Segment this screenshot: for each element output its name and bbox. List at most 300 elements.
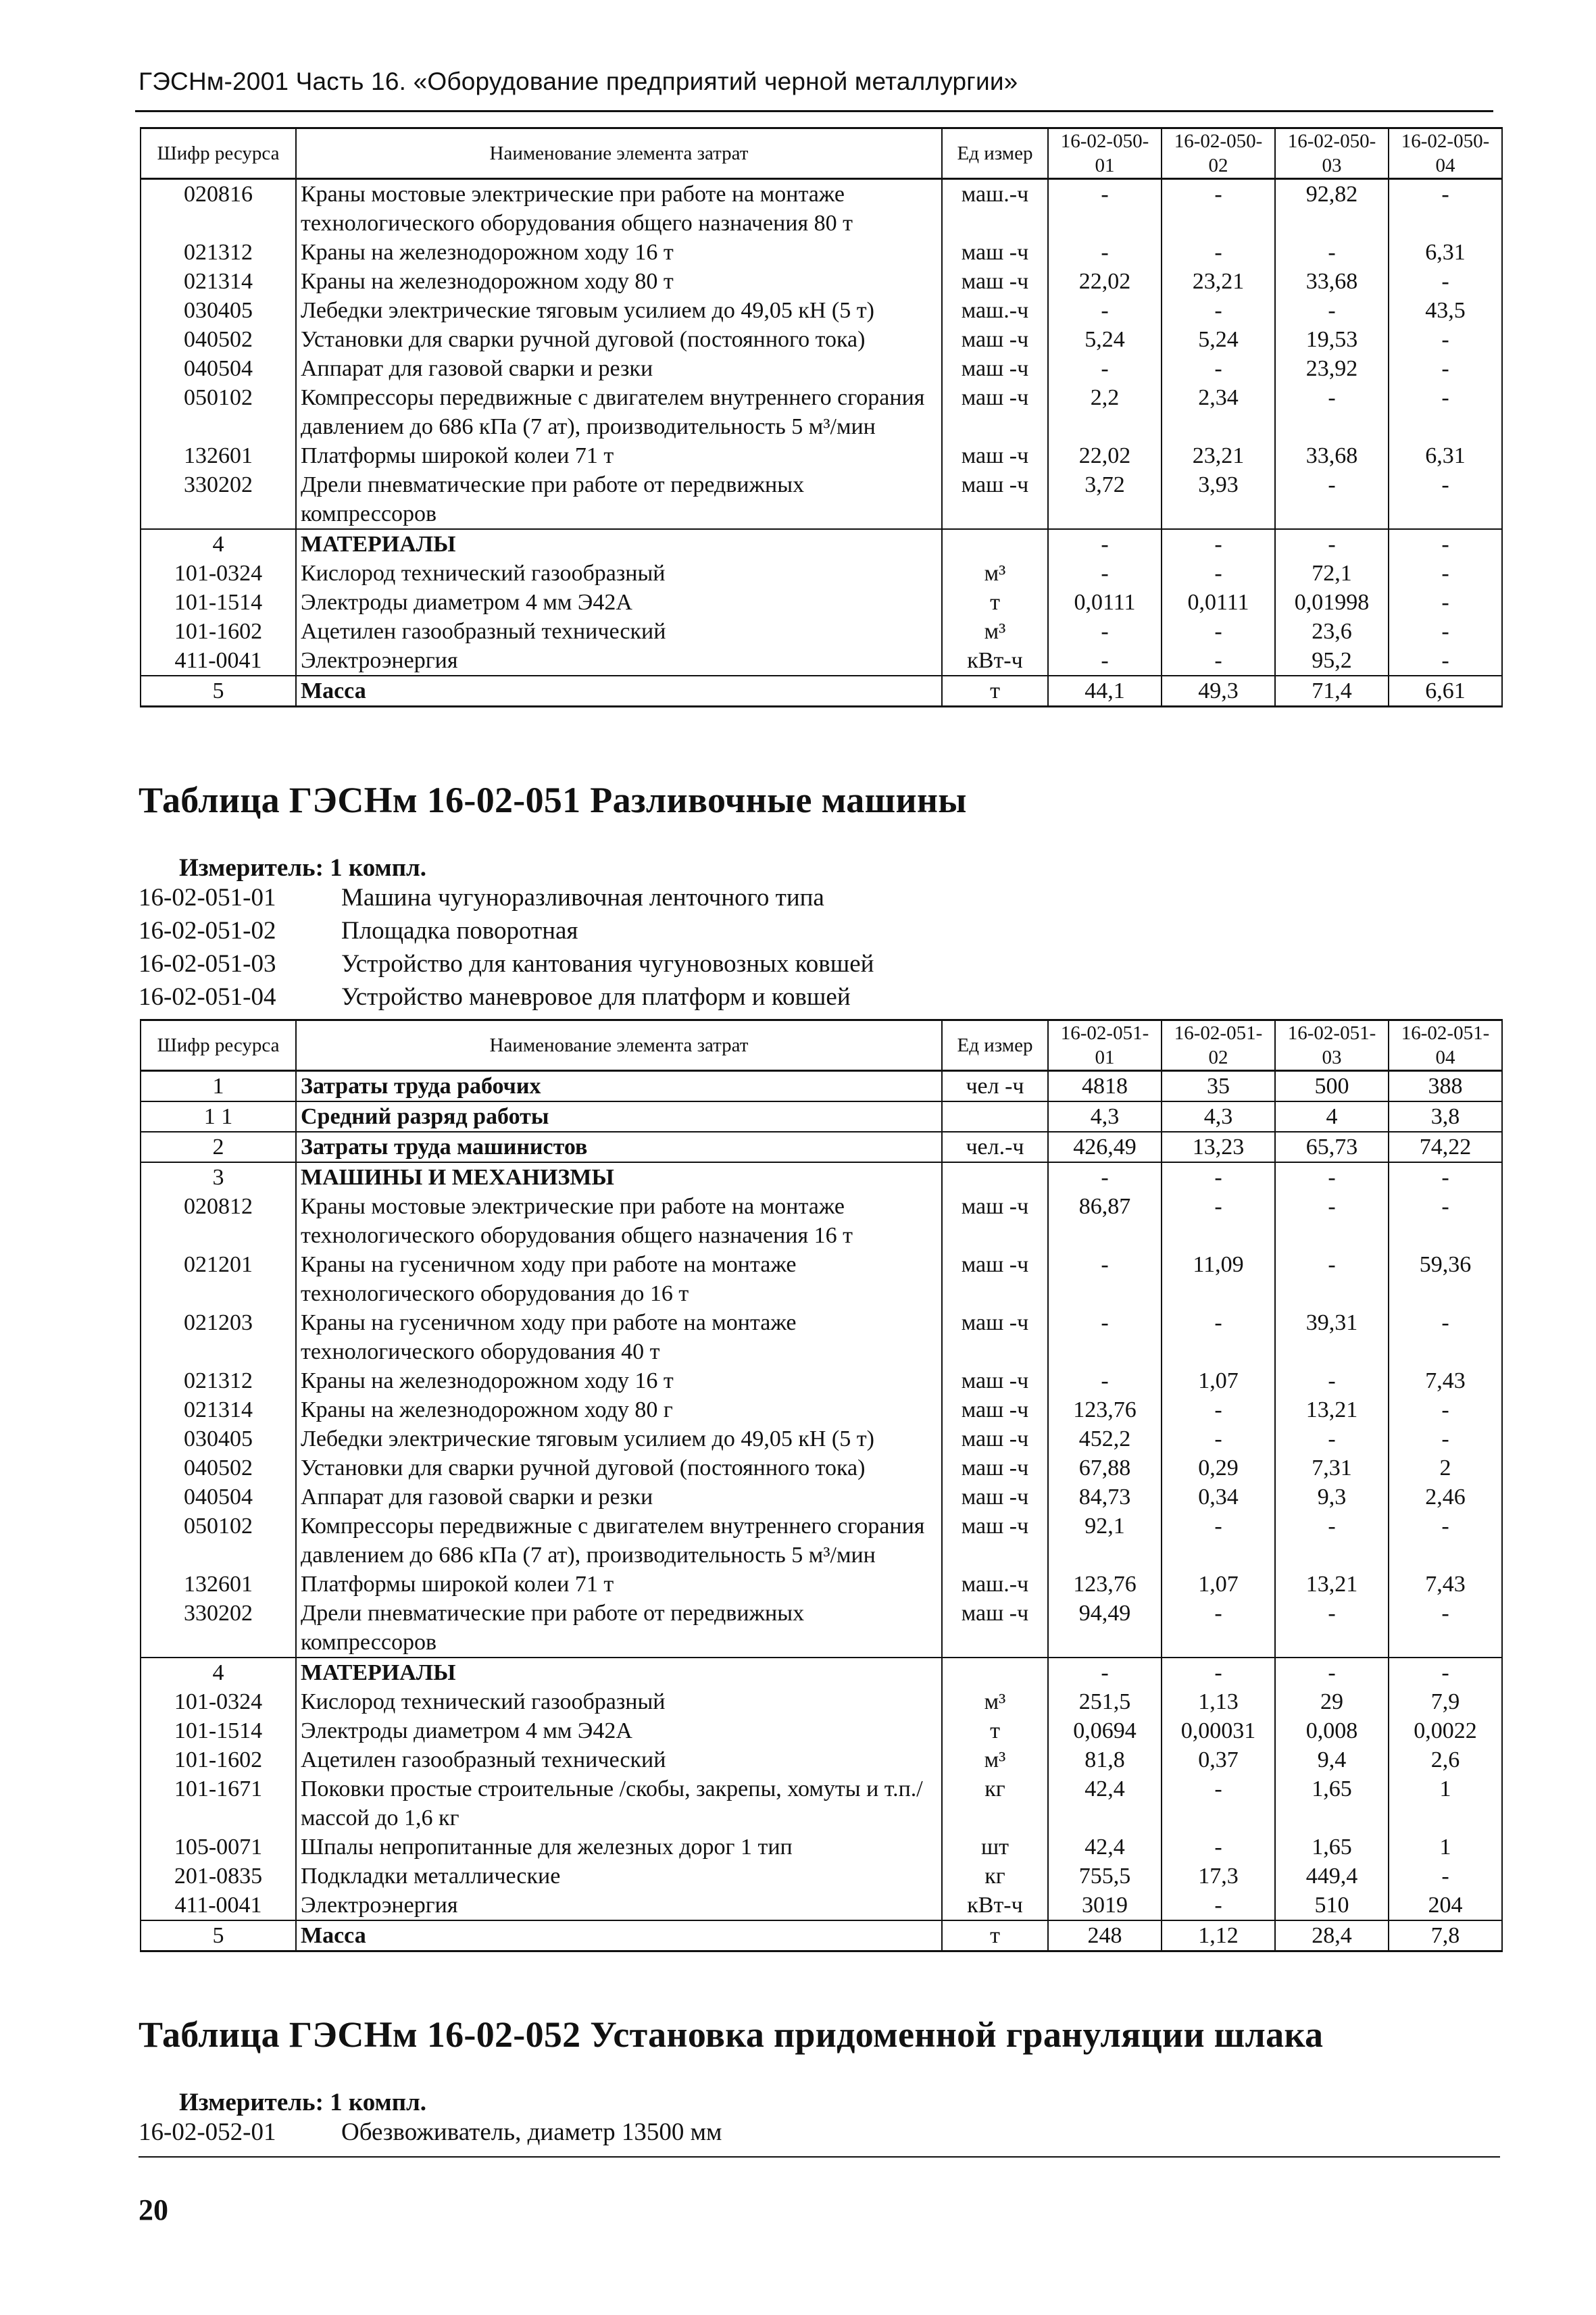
cost-element-cell: Электроэнергия: [296, 646, 942, 676]
value-cell: 204: [1389, 1891, 1502, 1920]
value-cell: 2,6: [1389, 1745, 1502, 1774]
value-cell: -: [1162, 1833, 1275, 1862]
value-cell: 1,65: [1275, 1774, 1389, 1833]
column-header: 16-02-050-02: [1162, 128, 1275, 179]
column-header: 16-02-050-01: [1048, 128, 1162, 179]
value-cell: -: [1389, 1512, 1502, 1570]
value-cell: 123,76: [1048, 1395, 1162, 1424]
value-cell: 1,65: [1275, 1833, 1389, 1862]
value-cell: 67,88: [1048, 1453, 1162, 1483]
value-cell: 3,8: [1389, 1101, 1502, 1132]
value-cell: 65,73: [1275, 1132, 1389, 1162]
value-cell: 35: [1162, 1071, 1275, 1102]
variant-text: Устройство для кантования чугуновозных ковшей: [341, 950, 874, 978]
value-cell: 0,0694: [1048, 1716, 1162, 1745]
cost-element-cell: Лебедки электрические тяговым усилием до 49,05 кН (5 т): [296, 1424, 942, 1453]
table-title-16-02-052: Таблица ГЭСНм 16-02-052 Установка придоменной грануляции шлака: [139, 2014, 1324, 2055]
variant-code: 16-02-052-01: [139, 2118, 276, 2146]
unit-cell: кг: [942, 1862, 1048, 1891]
value-cell: -: [1048, 559, 1162, 588]
table-row: [141, 1512, 1502, 1570]
table-row: [141, 179, 1502, 239]
value-cell: 19,53: [1275, 325, 1389, 354]
cost-element-cell: Средний разряд работы: [296, 1101, 942, 1132]
column-header: Шифр ресурса: [141, 128, 296, 179]
value-cell: -: [1275, 1512, 1389, 1570]
unit-cell: маш -ч: [942, 1424, 1048, 1453]
value-cell: 59,36: [1389, 1250, 1502, 1308]
resource-code-cell: 101-1671: [141, 1774, 296, 1833]
value-cell: 7,43: [1389, 1570, 1502, 1599]
value-cell: -: [1275, 529, 1389, 559]
cost-element-cell: Установки для сварки ручной дуговой (постоянного тока): [296, 1453, 942, 1483]
value-cell: -: [1389, 383, 1502, 441]
cost-element-cell: Поковки простые строительные /скобы, закрепы, хомуты и т.п./ массой до 1,6 кг: [296, 1774, 942, 1833]
cost-element-cell: Электроды диаметром 4 мм Э42А: [296, 1716, 942, 1745]
value-cell: -: [1389, 1395, 1502, 1424]
table-body: [141, 179, 1502, 707]
resource-code-cell: 040502: [141, 325, 296, 354]
list-item: [139, 914, 874, 947]
table-row: [141, 296, 1502, 325]
value-cell: 3019: [1048, 1891, 1162, 1920]
cost-element-cell: Ацетилен газообразный технический: [296, 1745, 942, 1774]
unit-cell: м³: [942, 559, 1048, 588]
unit-cell: маш.-ч: [942, 296, 1048, 325]
value-cell: 251,5: [1048, 1687, 1162, 1716]
value-cell: -: [1162, 1424, 1275, 1453]
cost-element-cell: Подкладки металлические: [296, 1862, 942, 1891]
value-cell: 33,68: [1275, 267, 1389, 296]
unit-cell: м³: [942, 1687, 1048, 1716]
value-cell: 7,43: [1389, 1366, 1502, 1395]
list-item: [139, 881, 874, 914]
unit-cell: кВт-ч: [942, 1891, 1048, 1920]
value-cell: 9,3: [1275, 1483, 1389, 1512]
resource-code-cell: 020812: [141, 1192, 296, 1250]
value-cell: 33,68: [1275, 441, 1389, 470]
table-row: [141, 1192, 1502, 1250]
table-row: [141, 1745, 1502, 1774]
value-cell: 388: [1389, 1071, 1502, 1102]
value-cell: -: [1048, 179, 1162, 239]
value-cell: 0,0022: [1389, 1716, 1502, 1745]
resource-code-cell: 021312: [141, 238, 296, 267]
resource-code-cell: 021314: [141, 1395, 296, 1424]
table-header-row: [141, 128, 1502, 179]
unit-cell: маш -ч: [942, 238, 1048, 267]
value-cell: 86,87: [1048, 1192, 1162, 1250]
header-rule: [135, 110, 1493, 112]
resource-code-cell: 040502: [141, 1453, 296, 1483]
cost-element-cell: Масса: [296, 1920, 942, 1951]
value-cell: 0,0111: [1162, 588, 1275, 617]
running-header: ГЭСНм-2001 Часть 16. «Оборудование предприятий черной металлургии»: [139, 68, 1018, 95]
value-cell: -: [1275, 1599, 1389, 1658]
value-cell: 43,5: [1389, 296, 1502, 325]
meter-line: [179, 853, 426, 882]
resource-code-cell: 3: [141, 1162, 296, 1192]
variant-code: 16-02-051-03: [139, 950, 276, 978]
value-cell: 84,73: [1048, 1483, 1162, 1512]
value-cell: -: [1162, 1192, 1275, 1250]
value-cell: -: [1162, 1512, 1275, 1570]
unit-cell: маш -ч: [942, 325, 1048, 354]
column-header: 16-02-050-03: [1275, 128, 1389, 179]
cost-element-cell: МАШИНЫ И МЕХАНИЗМЫ: [296, 1162, 942, 1192]
value-cell: 22,02: [1048, 441, 1162, 470]
unit-cell: маш.-ч: [942, 1570, 1048, 1599]
list-item: [139, 947, 874, 980]
value-cell: 4: [1275, 1101, 1389, 1132]
column-header: 16-02-051-03: [1275, 1020, 1389, 1071]
unit-cell: шт: [942, 1833, 1048, 1862]
value-cell: 1: [1389, 1774, 1502, 1833]
cost-element-cell: Лебедки электрические тяговым усилием до 49,05 кН (5 т): [296, 296, 942, 325]
value-cell: 92,1: [1048, 1512, 1162, 1570]
value-cell: -: [1275, 1658, 1389, 1687]
resource-code-cell: 330202: [141, 1599, 296, 1658]
value-cell: -: [1048, 1308, 1162, 1366]
unit-cell: маш -ч: [942, 1308, 1048, 1366]
value-cell: 0,34: [1162, 1483, 1275, 1512]
cost-element-cell: Масса: [296, 676, 942, 707]
cost-element-cell: Краны мостовые электрические при работе на монтаже технологического оборудования общего назначения 80 т: [296, 179, 942, 239]
unit-cell: маш -ч: [942, 441, 1048, 470]
value-cell: 4818: [1048, 1071, 1162, 1102]
value-cell: -: [1162, 1162, 1275, 1192]
table-row: [141, 1658, 1502, 1687]
value-cell: 3,72: [1048, 470, 1162, 529]
value-cell: 5,24: [1048, 325, 1162, 354]
resource-code-cell: 030405: [141, 296, 296, 325]
value-cell: -: [1162, 1599, 1275, 1658]
value-cell: 3,93: [1162, 470, 1275, 529]
unit-cell: маш -ч: [942, 1192, 1048, 1250]
unit-cell: маш.-ч: [942, 179, 1048, 239]
value-cell: 2,34: [1162, 383, 1275, 441]
unit-cell: т: [942, 1716, 1048, 1745]
value-cell: 500: [1275, 1071, 1389, 1102]
cost-element-cell: Аппарат для газовой сварки и резки: [296, 1483, 942, 1512]
cost-element-cell: Установки для сварки ручной дуговой (постоянного тока): [296, 325, 942, 354]
table-row: [141, 383, 1502, 441]
value-cell: 17,3: [1162, 1862, 1275, 1891]
value-cell: -: [1275, 1162, 1389, 1192]
resource-table-051: [140, 1019, 1503, 1952]
value-cell: 510: [1275, 1891, 1389, 1920]
value-cell: -: [1048, 296, 1162, 325]
value-cell: 248: [1048, 1920, 1162, 1951]
value-cell: 452,2: [1048, 1424, 1162, 1453]
value-cell: 6,31: [1389, 238, 1502, 267]
resource-code-cell: 411-0041: [141, 646, 296, 676]
table-row: [141, 238, 1502, 267]
value-cell: 28,4: [1275, 1920, 1389, 1951]
value-cell: -: [1389, 1192, 1502, 1250]
resource-code-cell: 021312: [141, 1366, 296, 1395]
table-row: [141, 441, 1502, 470]
value-cell: -: [1162, 1891, 1275, 1920]
table-row: [141, 325, 1502, 354]
table-row: [141, 1891, 1502, 1920]
value-cell: -: [1389, 646, 1502, 676]
value-cell: -: [1162, 238, 1275, 267]
table-row: [141, 676, 1502, 707]
value-cell: 23,21: [1162, 441, 1275, 470]
resource-code-cell: 5: [141, 1920, 296, 1951]
resource-code-cell: 101-0324: [141, 1687, 296, 1716]
value-cell: 22,02: [1048, 267, 1162, 296]
table-row: [141, 1366, 1502, 1395]
value-cell: 23,92: [1275, 354, 1389, 383]
value-cell: 0,01998: [1275, 588, 1389, 617]
value-cell: -: [1275, 470, 1389, 529]
table-row: [141, 588, 1502, 617]
column-header: Наименование элемента затрат: [296, 128, 942, 179]
resource-code-cell: 101-0324: [141, 559, 296, 588]
table-row: [141, 1687, 1502, 1716]
column-header: Ед измер: [942, 1020, 1048, 1071]
table-row: [141, 1101, 1502, 1132]
value-cell: 0,29: [1162, 1453, 1275, 1483]
table-row: [141, 1920, 1502, 1951]
variant-text: Устройство маневровое для платформ и ковшей: [341, 983, 851, 1011]
cost-element-cell: Компрессоры передвижные с двигателем внутреннего сгорания давлением до 686 кПа (7 ат), производительность 5 м³/мин: [296, 383, 942, 441]
resource-code-cell: 5: [141, 676, 296, 707]
value-cell: 11,09: [1162, 1250, 1275, 1308]
table-row: [141, 1453, 1502, 1483]
value-cell: -: [1389, 1162, 1502, 1192]
value-cell: -: [1389, 617, 1502, 646]
cost-element-cell: Шпалы непропитанные для железных дорог 1 тип: [296, 1833, 942, 1862]
value-cell: 23,21: [1162, 267, 1275, 296]
column-header: 16-02-050-04: [1389, 128, 1502, 179]
cost-element-cell: Краны на железнодорожном ходу 80 т: [296, 267, 942, 296]
value-cell: 81,8: [1048, 1745, 1162, 1774]
cost-element-cell: Аппарат для газовой сварки и резки: [296, 354, 942, 383]
resource-code-cell: 040504: [141, 1483, 296, 1512]
value-cell: -: [1048, 529, 1162, 559]
value-cell: -: [1389, 1862, 1502, 1891]
resource-code-cell: 1: [141, 1071, 296, 1102]
cost-element-cell: Краны на гусеничном ходу при работе на монтаже технологического оборудования 40 т: [296, 1308, 942, 1366]
value-cell: -: [1048, 1162, 1162, 1192]
value-cell: -: [1048, 1250, 1162, 1308]
resource-code-cell: 101-1602: [141, 617, 296, 646]
value-cell: -: [1389, 470, 1502, 529]
unit-cell: м³: [942, 1745, 1048, 1774]
resource-code-cell: 132601: [141, 1570, 296, 1599]
variant-list: [139, 2116, 722, 2149]
value-cell: 49,3: [1162, 676, 1275, 707]
unit-cell: маш -ч: [942, 383, 1048, 441]
value-cell: 6,31: [1389, 441, 1502, 470]
table-header-row: [141, 1020, 1502, 1071]
value-cell: -: [1162, 529, 1275, 559]
value-cell: 9,4: [1275, 1745, 1389, 1774]
resource-code-cell: 105-0071: [141, 1833, 296, 1862]
cost-element-cell: Краны на железнодорожном ходу 80 г: [296, 1395, 942, 1424]
variant-text: Машина чугуноразливочная ленточного типа: [341, 884, 824, 912]
resource-code-cell: 101-1514: [141, 1716, 296, 1745]
value-cell: -: [1162, 1395, 1275, 1424]
cost-element-cell: Краны на железнодорожном ходу 16 т: [296, 1366, 942, 1395]
unit-cell: маш -ч: [942, 267, 1048, 296]
resource-code-cell: 021203: [141, 1308, 296, 1366]
cost-element-cell: Ацетилен газообразный технический: [296, 617, 942, 646]
unit-cell: кВт-ч: [942, 646, 1048, 676]
table-row: [141, 1424, 1502, 1453]
table-row: [141, 1483, 1502, 1512]
value-cell: -: [1389, 354, 1502, 383]
value-cell: -: [1389, 267, 1502, 296]
unit-cell: маш -ч: [942, 1366, 1048, 1395]
value-cell: 0,0111: [1048, 588, 1162, 617]
value-cell: 95,2: [1275, 646, 1389, 676]
value-cell: 94,49: [1048, 1599, 1162, 1658]
resource-code-cell: 101-1514: [141, 588, 296, 617]
unit-cell: маш -ч: [942, 1512, 1048, 1570]
value-cell: -: [1162, 354, 1275, 383]
cost-element-cell: Дрели пневматические при работе от передвижных компрессоров: [296, 1599, 942, 1658]
table-row: [141, 646, 1502, 676]
value-cell: -: [1389, 325, 1502, 354]
table-row: [141, 1862, 1502, 1891]
table-row: [141, 1308, 1502, 1366]
column-header: Ед измер: [942, 128, 1048, 179]
resource-code-cell: 021314: [141, 267, 296, 296]
list-item: [139, 2116, 722, 2149]
unit-cell: маш -ч: [942, 1395, 1048, 1424]
cost-element-cell: Кислород технический газообразный: [296, 559, 942, 588]
table-row: [141, 470, 1502, 529]
value-cell: -: [1389, 559, 1502, 588]
unit-cell: [942, 1658, 1048, 1687]
value-cell: 44,1: [1048, 676, 1162, 707]
table-row: [141, 1833, 1502, 1862]
value-cell: 1,12: [1162, 1920, 1275, 1951]
value-cell: 7,9: [1389, 1687, 1502, 1716]
column-header: 16-02-051-01: [1048, 1020, 1162, 1071]
value-cell: 71,4: [1275, 676, 1389, 707]
cost-element-cell: Затраты труда рабочих: [296, 1071, 942, 1102]
value-cell: 4,3: [1048, 1101, 1162, 1132]
value-cell: -: [1275, 1424, 1389, 1453]
unit-cell: маш -ч: [942, 1483, 1048, 1512]
value-cell: 92,82: [1275, 179, 1389, 239]
value-cell: 13,21: [1275, 1570, 1389, 1599]
resource-code-cell: 4: [141, 1658, 296, 1687]
value-cell: -: [1162, 617, 1275, 646]
resource-code-cell: 021201: [141, 1250, 296, 1308]
resource-code-cell: 2: [141, 1132, 296, 1162]
value-cell: -: [1389, 1599, 1502, 1658]
value-cell: -: [1275, 1192, 1389, 1250]
table-row: [141, 1071, 1502, 1102]
value-cell: 7,8: [1389, 1920, 1502, 1951]
table-row: [141, 1599, 1502, 1658]
unit-cell: т: [942, 588, 1048, 617]
value-cell: 42,4: [1048, 1774, 1162, 1833]
cost-element-cell: Краны на железнодорожном ходу 16 т: [296, 238, 942, 267]
meter-label: Измеритель:: [179, 2089, 324, 2116]
value-cell: 39,31: [1275, 1308, 1389, 1366]
table-row: [141, 559, 1502, 588]
resource-table-050: [140, 127, 1503, 707]
resource-code-cell: 020816: [141, 179, 296, 239]
table-row: [141, 1774, 1502, 1833]
cost-element-cell: Дрели пневматические при работе от передвижных компрессоров: [296, 470, 942, 529]
resource-code-cell: 050102: [141, 383, 296, 441]
value-cell: 74,22: [1389, 1132, 1502, 1162]
variant-code: 16-02-051-02: [139, 917, 276, 945]
resource-code-cell: 050102: [141, 1512, 296, 1570]
value-cell: 2,46: [1389, 1483, 1502, 1512]
unit-cell: маш -ч: [942, 1599, 1048, 1658]
value-cell: -: [1275, 296, 1389, 325]
table-title-16-02-051: Таблица ГЭСНм 16-02-051 Разливочные машины: [139, 780, 967, 820]
value-cell: -: [1162, 1308, 1275, 1366]
value-cell: 29: [1275, 1687, 1389, 1716]
value-cell: -: [1162, 296, 1275, 325]
bottom-rule: [139, 2156, 1500, 2158]
value-cell: -: [1389, 529, 1502, 559]
table-row: [141, 529, 1502, 559]
variant-text: Обезвоживатель, диаметр 13500 мм: [341, 2118, 722, 2146]
column-header: 16-02-051-02: [1162, 1020, 1275, 1071]
value-cell: -: [1162, 559, 1275, 588]
table-row: [141, 1716, 1502, 1745]
value-cell: 2: [1389, 1453, 1502, 1483]
table-row: [141, 1250, 1502, 1308]
value-cell: 23,6: [1275, 617, 1389, 646]
value-cell: -: [1389, 179, 1502, 239]
cost-element-cell: Платформы широкой колеи 71 т: [296, 1570, 942, 1599]
value-cell: 1: [1389, 1833, 1502, 1862]
variant-list: [139, 881, 874, 1014]
cost-element-cell: Кислород технический газообразный: [296, 1687, 942, 1716]
value-cell: -: [1048, 646, 1162, 676]
resource-code-cell: 411-0041: [141, 1891, 296, 1920]
value-cell: -: [1389, 588, 1502, 617]
value-cell: -: [1048, 354, 1162, 383]
meter-value: 1 компл.: [330, 2089, 427, 2116]
value-cell: -: [1275, 238, 1389, 267]
value-cell: 13,23: [1162, 1132, 1275, 1162]
value-cell: 1,07: [1162, 1366, 1275, 1395]
table-row: [141, 1395, 1502, 1424]
resource-code-cell: 201-0835: [141, 1862, 296, 1891]
table-row: [141, 617, 1502, 646]
value-cell: -: [1048, 617, 1162, 646]
value-cell: 123,76: [1048, 1570, 1162, 1599]
unit-cell: [942, 529, 1048, 559]
variant-code: 16-02-051-01: [139, 884, 276, 912]
resource-code-cell: 101-1602: [141, 1745, 296, 1774]
cost-element-cell: Краны мостовые электрические при работе на монтаже технологического оборудования общего назначения 16 т: [296, 1192, 942, 1250]
value-cell: 449,4: [1275, 1862, 1389, 1891]
value-cell: 72,1: [1275, 559, 1389, 588]
value-cell: -: [1389, 1308, 1502, 1366]
variant-text: Площадка поворотная: [341, 917, 578, 945]
cost-element-cell: Компрессоры передвижные с двигателем внутреннего сгорания давлением до 686 кПа (7 ат), производительность 5 м³/мин: [296, 1512, 942, 1570]
value-cell: 4,3: [1162, 1101, 1275, 1132]
value-cell: -: [1275, 383, 1389, 441]
resource-code-cell: 4: [141, 529, 296, 559]
unit-cell: т: [942, 676, 1048, 707]
page-number: 20: [139, 2193, 168, 2226]
